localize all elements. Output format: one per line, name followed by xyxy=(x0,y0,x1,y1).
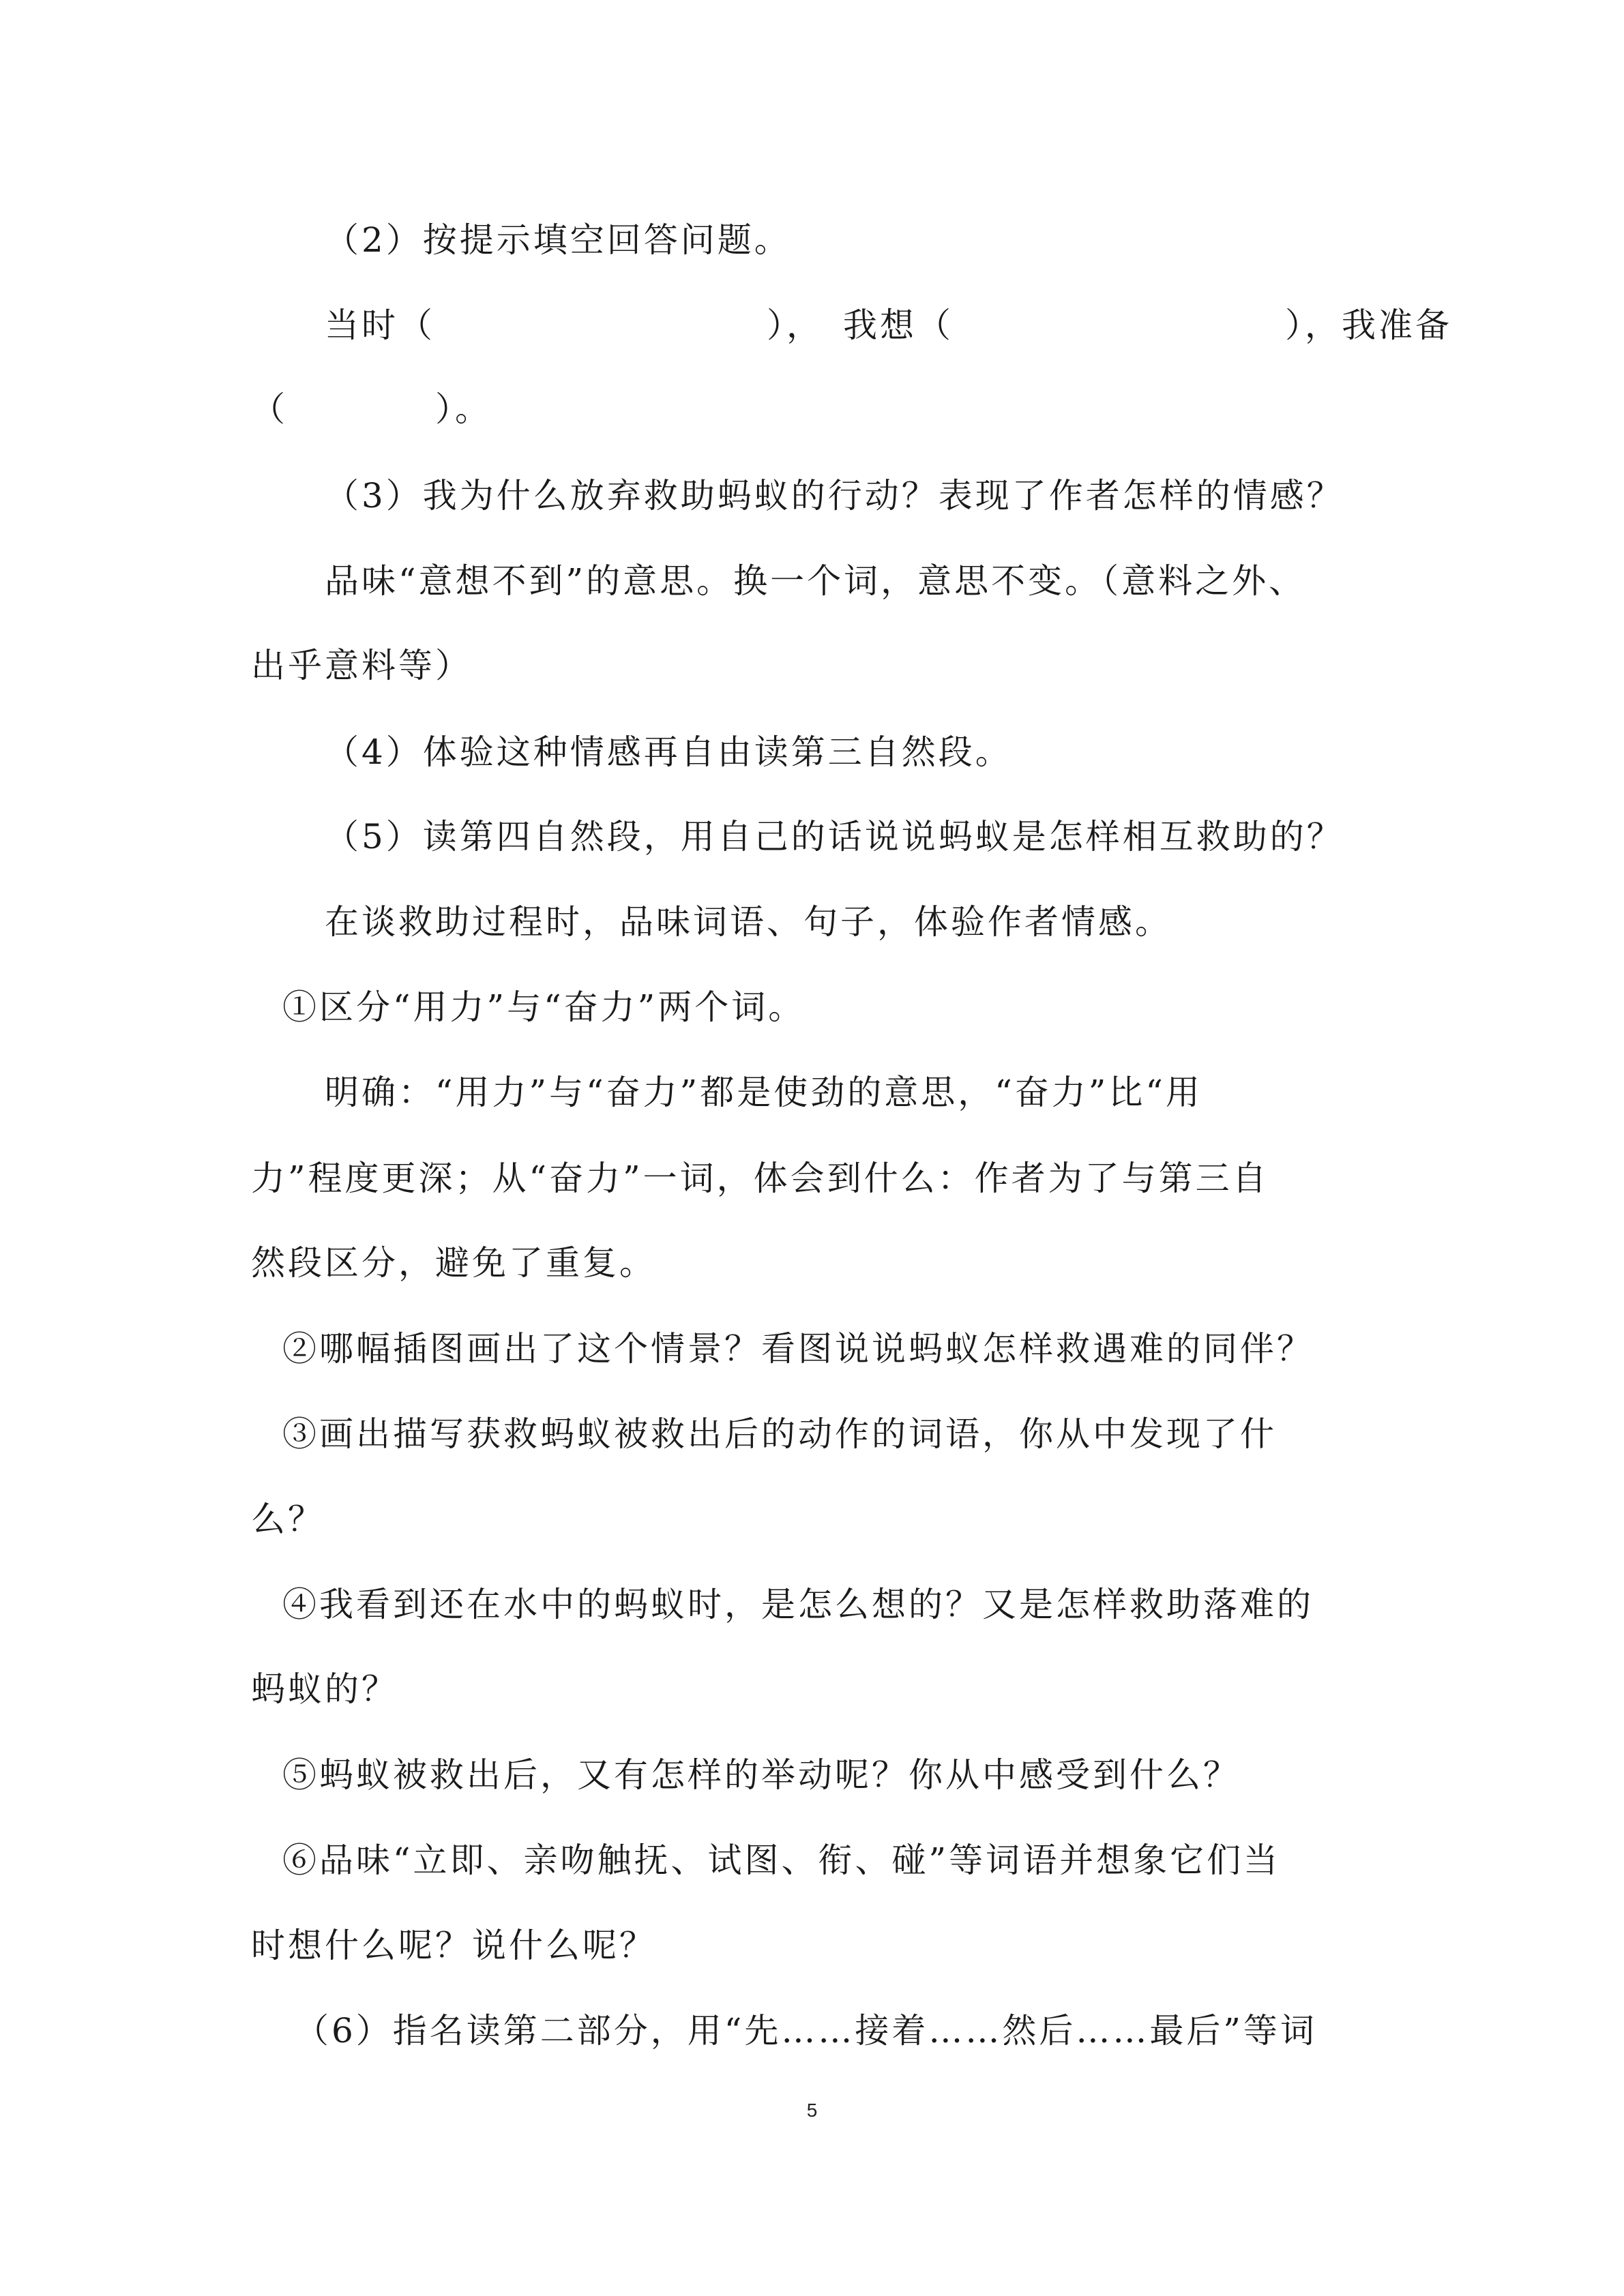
page-number: 5 xyxy=(806,2100,818,2121)
text-line: 时想什么呢？说什么呢？ xyxy=(251,1926,656,1965)
text-line: ②哪幅插图画出了这个情景？看图说说蚂蚁怎样救遇难的同伴？ xyxy=(282,1329,1314,1369)
text-line: 明确：“用力”与“奋力”都是使劲的意思，“奋力”比“用 xyxy=(325,1073,1202,1112)
text-line: 在谈救助过程时，品味词语、句子，体验作者情感。 xyxy=(325,902,1172,942)
text-line: ⑤蚂蚁被救出后，又有怎样的举动呢？你从中感受到什么？ xyxy=(282,1755,1240,1795)
text-line: ③画出描写获救蚂蚁被救出后的动作的词语，你从中发现了什 xyxy=(282,1414,1277,1454)
text-line: （2）按提示填空回答问题。 xyxy=(325,220,791,260)
text-line: ⑥品味“立即、亲吻触抚、试图、衔、碰”等词语并想象它们当 xyxy=(282,1840,1281,1880)
text-line: 出乎意料等） xyxy=(251,646,472,685)
text-line: 力”程度更深；从“奋力”一词，体会到什么：作者为了与第三自 xyxy=(251,1159,1269,1198)
text-line: 品味“意想不到”的意思。换一个词，意思不变。（意料之外、 xyxy=(325,561,1306,601)
text-line: （ ）。 xyxy=(251,389,492,429)
text-line: 么？ xyxy=(251,1500,325,1539)
text-line: （4）体验这种情感再自由读第三自然段。 xyxy=(325,732,1012,772)
text-line: （3）我为什么放弃救助蚂蚁的行动？表现了作者怎样的情感？ xyxy=(325,476,1344,516)
text-line: ①区分“用力”与“奋力”两个词。 xyxy=(282,987,806,1027)
text-line: （6）指名读第二部分，用“先……接着……然后……最后”等词 xyxy=(295,2011,1317,2051)
text-line: ④我看到还在水中的蚂蚁时，是怎么想的？又是怎样救助落难的 xyxy=(282,1585,1314,1624)
text-line: （5）读第四自然段，用自己的话说说蚂蚁是怎样相互救助的？ xyxy=(325,817,1344,856)
text-line: 然段区分，避免了重复。 xyxy=(251,1243,656,1283)
text-line: 当时（ ）， 我想（ ），我准备 xyxy=(325,305,1452,345)
text-line: 蚂蚁的？ xyxy=(251,1669,398,1709)
